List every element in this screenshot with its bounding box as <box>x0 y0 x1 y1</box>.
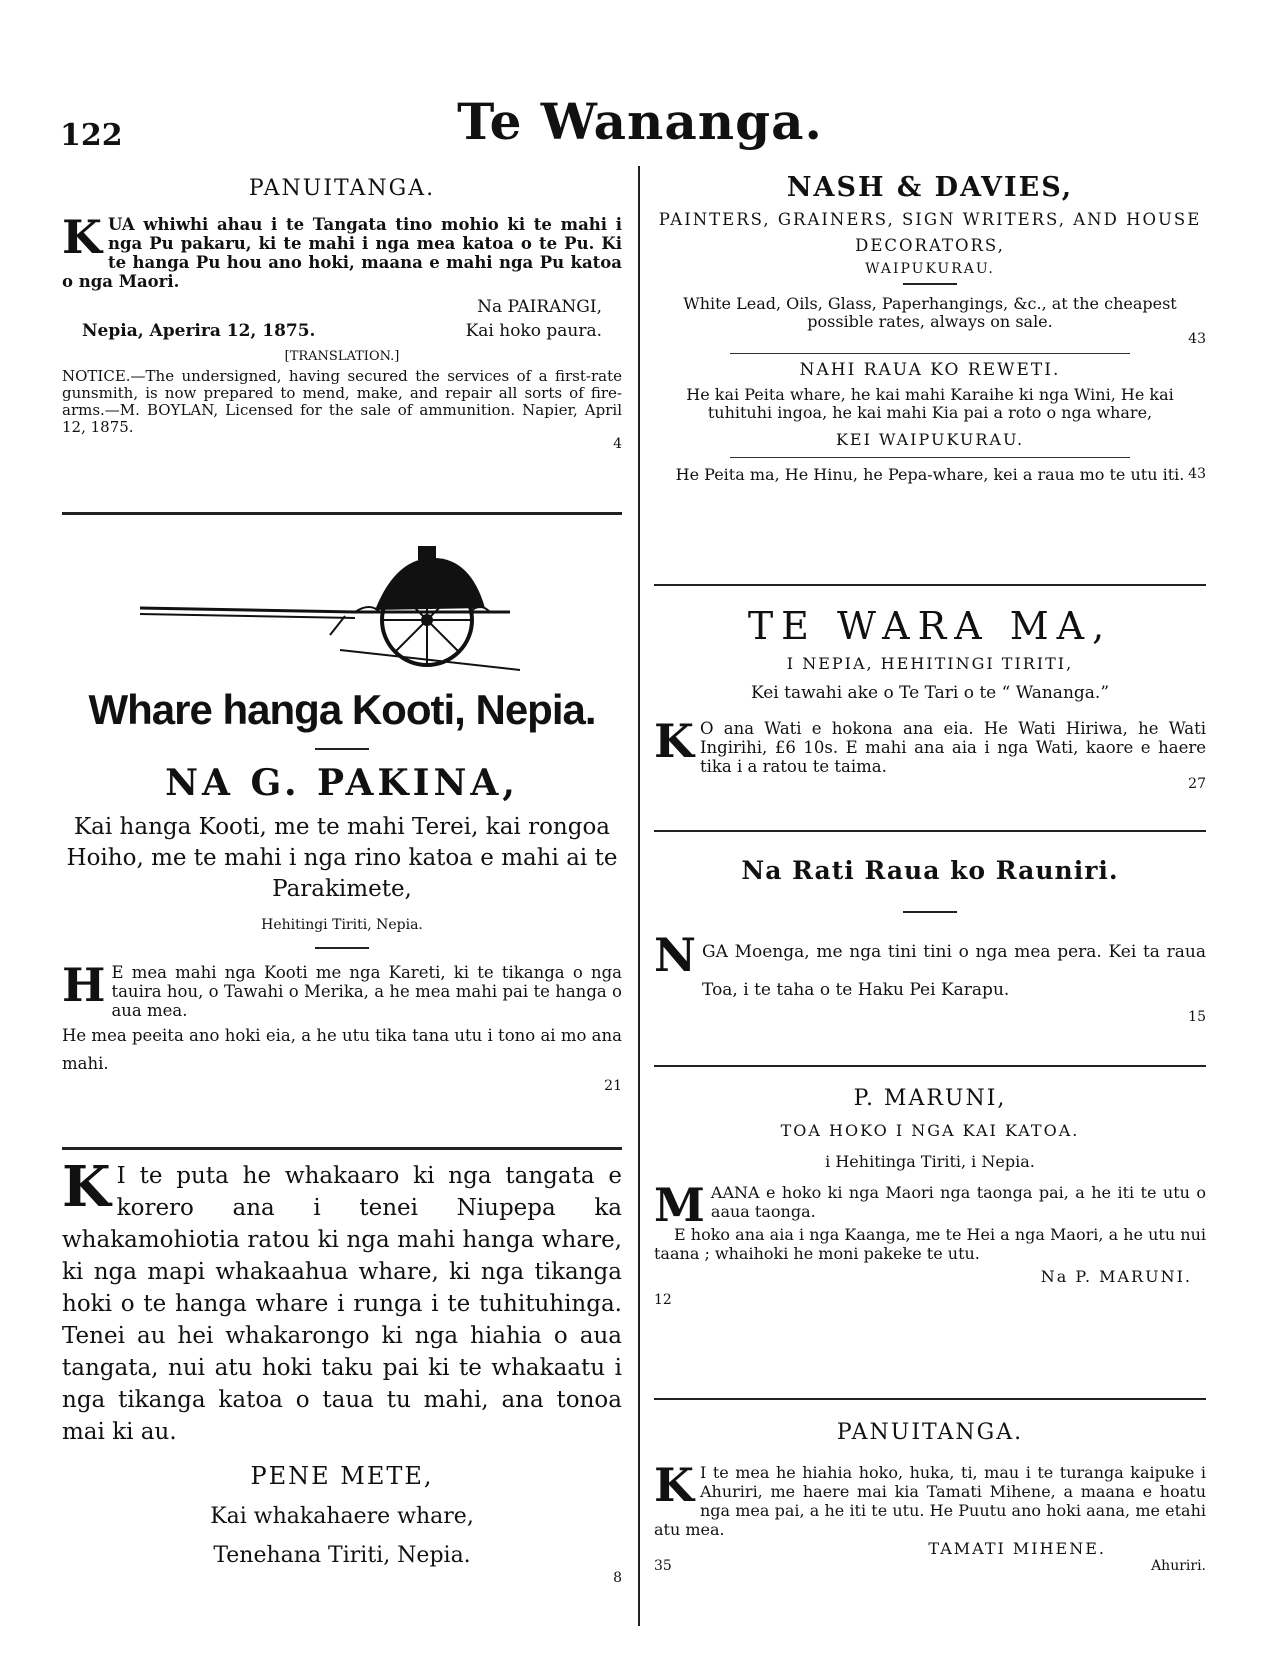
maori-body-2: He Peita ma, He Hinu, he Pepa-whare, kei a raua mo te utu iti. <box>675 465 1185 484</box>
kooti-name: NA G. PAKINA, <box>165 762 519 804</box>
short-rule <box>903 283 957 285</box>
maruni-signature: Na P. MARUNI. <box>1040 1267 1192 1286</box>
notice-signature: Na PAIRANGI, <box>477 297 602 317</box>
dropcap: H <box>62 958 106 1012</box>
maori-body: He kai Peita whare, he kai mahi Karaihe ki nga Wini, He kai tuhituhi ingoa, he kai mahi Kia pai a roto o nga whare, <box>686 385 1174 422</box>
ad-ref: 21 <box>604 1078 622 1094</box>
ad-ref: 12 <box>654 1292 672 1308</box>
dropcap: N <box>654 928 697 982</box>
notice-body: K I te mea he hiahia hoko, huka, ti, mau i te turanga kaipuke i Ahuriri, me haere mai kia Tamati Mihene, a maana e hoatu nga mea pai, a he iti te utu. He Puutu ano hoki aana, me etahi atu mea. <box>654 1458 1206 1539</box>
kooti-title: Whare hanga Kooti, Nepia. <box>88 686 596 733</box>
dropcap: K <box>62 1154 111 1220</box>
dropcap: M <box>654 1178 705 1232</box>
notice-heading: PANUITANGA. <box>248 176 436 201</box>
maruni-body: M AANA e hoko ki nga Maori nga taonga pai, a he iti te utu o aaua taonga. <box>654 1178 1206 1232</box>
rati-body: N GA Moenga, me nga tini tini o nga mea pera. Kei ta raua Toa, i te taha o te Haku Pei Karapu. <box>654 928 1206 1000</box>
ad-ref: 4 <box>613 436 622 452</box>
rule <box>730 457 1130 458</box>
paper-title: Te Wananga. <box>457 92 823 151</box>
rule <box>654 584 1206 586</box>
dropcap: K <box>62 210 102 264</box>
rule <box>730 353 1130 354</box>
maruni-name: P. MARUNI, <box>853 1086 1007 1111</box>
ad-ref: 43 <box>1188 466 1206 482</box>
maruni-location: i Hehitinga Tiriti, i Nepia. <box>825 1152 1035 1171</box>
dropcap: K <box>654 1458 694 1512</box>
rule <box>654 1065 1206 1067</box>
ad-ref: 8 <box>613 1570 622 1586</box>
rule <box>62 512 622 515</box>
column-divider <box>638 166 640 1626</box>
wara-ma-name: TE WARA MA, <box>747 604 1113 648</box>
ad-ref: 43 <box>1188 331 1206 347</box>
ad-ref: 27 <box>1188 776 1206 792</box>
maori-place: KEI WAIPUKURAU. <box>835 430 1025 449</box>
wara-ma-advert <box>654 604 1206 792</box>
notice-heading: PANUITANGA. <box>836 1420 1024 1445</box>
pene-mete-name: PENE METE, <box>250 1462 434 1490</box>
maruni-shop: TOA HOKO I NGA KAI KATOA. <box>780 1121 1080 1140</box>
panuitanga-notice-2 <box>654 1420 1206 1574</box>
kooti-body-2: He mea peeita ano hoki eia, a he utu tika tana utu i tono ai mo ana mahi. <box>62 1026 622 1073</box>
dropcap: K <box>654 714 694 768</box>
pene-mete-role: Kai whakahaere whare, <box>210 1504 474 1529</box>
rule <box>654 830 1206 832</box>
maori-heading: NAHI RAUA KO REWETI. <box>799 360 1061 380</box>
rule <box>654 1398 1206 1400</box>
pene-mete-advert <box>62 1154 622 1586</box>
notice-footer <box>654 1558 1206 1574</box>
rati-name: Na Rati Raua ko Rauniri. <box>741 856 1119 885</box>
rule <box>62 1147 622 1150</box>
pene-mete-address: Tenehana Tiriti, Nepia. <box>213 1543 471 1568</box>
panuitanga-notice-1 <box>62 176 622 452</box>
nash-davies-advert <box>654 172 1206 482</box>
maruni-advert <box>654 1086 1206 1308</box>
notice-signature: TAMATI MIHENE. <box>928 1539 1106 1558</box>
pene-mete-body: K I te puta he whakaaro ki nga tangata e korero ana i tenei Niupepa ka whakamohiotia ratou ki nga mahi hanga whare, ki nga mapi whakaahua whare, ki nga tikanga hoki o te hanga whare i runga i te tuhituhinga. Tenei au hei whakarongo ki nga hiahia o aua tangata, nui atu hoki taku pai ki te whakaatu i nga tikanga katoa o taua tu mahi, ana tonoa mai ki au. <box>62 1154 622 1445</box>
wara-ma-address: I NEPIA, HEHITINGI TIRITI, <box>786 654 1074 673</box>
kooti-location: Hehitingi Tiriti, Nepia. <box>261 917 423 933</box>
translation-label: [TRANSLATION.] <box>284 349 400 364</box>
cart-illustration <box>140 540 520 680</box>
nash-davies-body: White Lead, Oils, Glass, Paperhangings, &c., at the cheapest possible rates, always on sale. <box>683 294 1177 331</box>
page-number: 122 <box>60 118 123 153</box>
notice-body: K UA whiwhi ahau i te Tangata tino mohio ki te mahi i nga Pu pakaru, ki te mahi i nga mea katoa o te Pu. Ki te hanga Pu hou ano hoki, maana e mahi nga Pu katoa o nga Maori. <box>62 210 622 291</box>
ad-ref: 15 <box>1188 1009 1206 1025</box>
translation-text: NOTICE.—The undersigned, having secured the services of a first-rate gunsmith, is now prepared to mend, make, and repair all sorts of fire-arms.—M. BOYLAN, Licensed for the sale of ammunition. Napier, April 12, 1875. <box>62 367 622 436</box>
wara-ma-body: K O ana Wati e hokona ana eia. He Wati Hiriwa, he Wati Ingirihi, £6 10s. E mahi ana aia i nga Wati, kaore e haere tika i a ratou te taima. <box>654 714 1206 776</box>
nash-davies-trades: PAINTERS, GRAINERS, SIGN WRITERS, AND HOUSE DECORATORS, <box>658 210 1202 255</box>
short-rule <box>903 911 957 913</box>
notice-dateline: Nepia, Aperira 12, 1875. Kai hoko paura. <box>82 321 602 341</box>
kooti-subtitle: Kai hanga Kooti, me te mahi Terei, kai rongoa Hoiho, me te mahi i nga rino katoa e mahi ai te Parakimete, <box>66 814 618 902</box>
nash-davies-name: NASH & DAVIES, <box>786 172 1074 203</box>
rati-advert <box>654 856 1206 1025</box>
kooti-advert <box>62 686 622 1094</box>
nash-davies-place: WAIPUKURAU. <box>865 261 995 277</box>
short-rule <box>315 947 369 949</box>
short-rule <box>315 748 369 750</box>
maruni-body-2: E hoko ana aia i nga Kaanga, me te Hei a nga Maori, a he utu nui taana ; whaihoki he moni pakeke te utu. <box>654 1225 1206 1263</box>
notice-place: Ahuriri. <box>1151 1558 1206 1574</box>
kooti-body: H E mea mahi nga Kooti me nga Kareti, ki te tikanga o nga tauira hou, o Tawahi o Merika, a he mea mahi pai te hanga o aua mea. <box>62 958 622 1020</box>
wara-ma-location: Kei tawahi ake o Te Tari o te “ Wananga.” <box>750 683 1110 703</box>
ad-ref: 35 <box>654 1558 672 1574</box>
